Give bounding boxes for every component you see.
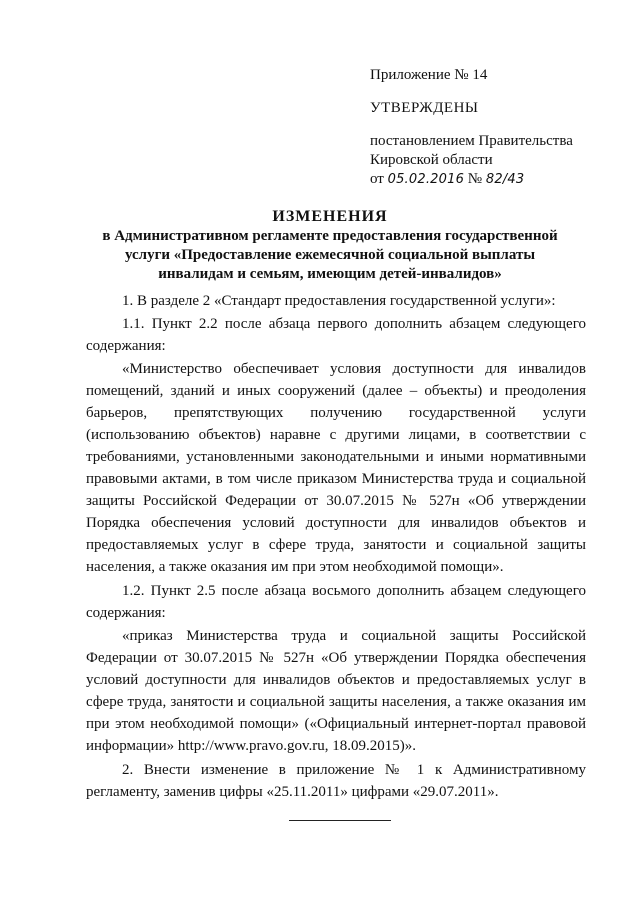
- approval-line-region: Кировской области: [370, 152, 493, 168]
- paragraph-1-2: 1.2. Пункт 2.5 после абзаца восьмого дополнить абзацем следующего содержания:: [86, 583, 586, 621]
- appendix-number: Приложение № 14: [370, 67, 488, 83]
- paragraph-1-1: 1.1. Пункт 2.2 после абзаца первого дополнить абзацем следующего содержания:: [86, 316, 586, 354]
- paragraph-quote-order: «приказ Министерства труда и социальной защиты Российской Федерации от 30.07.2015 № 527н «Об утверждении Порядка обеспечения условий доступности для инвалидов объектов и предоставляемых услуг в сфере труда, занятости и социальной защиты населения, а также оказания им при этом необходимой помощи» («Официальный интернет-портал правовой информации» http://www.pravo.gov.ru, 18.09.2015)».: [86, 628, 586, 754]
- approval-block: [370, 66, 610, 189]
- handwritten-number: 82/43: [485, 172, 525, 187]
- paragraph-section-2: 1. В разделе 2 «Стандарт предоставления государственной услуги»:: [122, 293, 556, 309]
- date-prefix: от: [370, 171, 384, 187]
- approval-line-government: постановлением Правительства: [370, 133, 573, 149]
- paragraph-quote-ministry: «Министерство обеспечивает условия доступности для инвалидов помещений, зданий и иных сооружений (далее – объекты) и преодоления барьеров, препятствующих получению государственной услуги (использованию объектов) наравне с другими лицами, в соответствии с требованиями, установленными законодательными и иными нормативными правовыми актами, в том числе приказом Министерства труда и социальной защиты Российской Федерации от 30.07.2015 № 527н «Об утверждении Порядка обеспечения условий доступности для инвалидов объектов и предоставляемых услуг в сфере труда, занятости и социальной защиты населения, а также оказания им при этом необходимой помощи».: [86, 361, 586, 575]
- title-line-3: инвалидам и семьям, имеющим детей-инвалидов»: [158, 266, 502, 282]
- title-line-2: услуги «Предоставление ежемесячной социальной выплаты: [124, 247, 536, 263]
- handwritten-date: 05.02.2016: [387, 172, 465, 187]
- paragraph-2: 2. Внести изменение в приложение № 1 к Административному регламенту, заменив цифры «25.11.2011» цифрами «29.07.2011».: [86, 762, 586, 800]
- document-title: [80, 207, 580, 284]
- title-line-1: в Административном регламенте предоставления государственной: [102, 228, 558, 244]
- closing-divider: [289, 820, 391, 821]
- approval-date-line: [370, 170, 610, 189]
- number-prefix: №: [467, 171, 483, 187]
- approved-label: УТВЕРЖДЕНЫ: [370, 100, 479, 116]
- document-body: [86, 290, 586, 804]
- title-heading: ИЗМЕНЕНИЯ: [272, 208, 388, 225]
